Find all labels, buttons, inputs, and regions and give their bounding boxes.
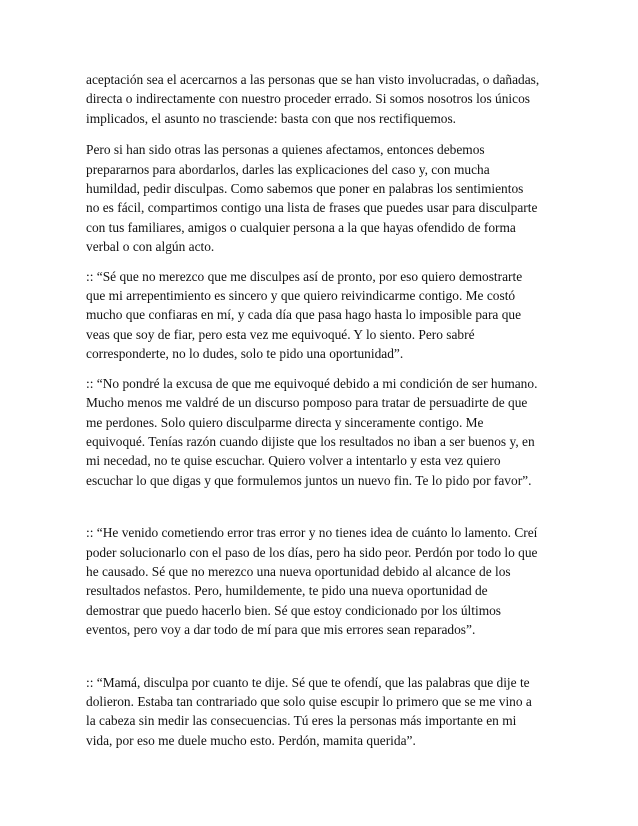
text-line: la cabeza sin medir las consecuencias. Tú eres la personas más importante en mi	[86, 713, 517, 729]
text-line: dolieron. Estaba tan contrariado que solo quise escupir lo primero que se me vino a	[86, 693, 532, 709]
text-line: con tus familiares, amigos o cualquier persona a la que hayas ofendido de forma	[86, 219, 516, 235]
text-line: que mi arrepentimiento es sincero y que quiero reivindicarme contigo. Me costó	[86, 288, 516, 304]
text-line: vida, por eso me duele mucho esto. Perdón, mamita querida”.	[86, 732, 416, 748]
text-line: veas que soy de fiar, pero esta vez me equivoqué. Y lo siento. Pero sabré	[86, 326, 475, 342]
text-line: mucho que confiaras en mí, y cada día que pasa hago hasta lo imposible para que	[86, 307, 522, 323]
text-line: prepararnos para abordarlos, darles las explicaciones del caso y, con mucha	[86, 161, 490, 177]
text-line: Pero si han sido otras las personas a quienes afectamos, entonces debemos	[86, 142, 485, 158]
text-line: :: “No pondré la excusa de que me equivoqué debido a mi condición de ser humano.	[86, 375, 538, 391]
paragraph-quote-1	[86, 267, 554, 364]
text-line: demostrar que puedo hacerlo bien. Sé que estoy condicionado por los últimos	[86, 602, 502, 618]
text-line: :: “He venido cometiendo error tras error y no tienes idea de cuánto lo lamento. Creí	[86, 525, 538, 541]
text-line: aceptación sea el acercarnos a las personas que se han visto involucradas, o dañadas,	[86, 72, 540, 87]
text-line: humildad, pedir disculpas. Como sabemos que poner en palabras los sentimientos	[86, 181, 524, 197]
text-line: corresponderte, no lo dudes, solo te pido una oportunidad”.	[86, 346, 404, 362]
paragraph-intro-continuation	[86, 70, 554, 128]
text-line: Mucho menos me valdré de un discurso pomposo para tratar de persuadirte de que	[86, 395, 528, 411]
text-line: verbal o con algún acto.	[86, 239, 215, 255]
text-line: no es fácil, compartimos contigo una lista de frases que puedes usar para disculparte	[86, 200, 538, 216]
text-line: :: “Sé que no merezco que me disculpes así de pronto, por eso quiero demostrarte	[86, 268, 523, 284]
text-line: me perdones. Solo quiero disculparme directa y sinceramente contigo. Me	[86, 414, 484, 430]
text-line: poder solucionarlo con el paso de los días, pero ha sido peor. Perdón por todo lo que	[86, 544, 538, 560]
paragraph-quote-3	[86, 523, 554, 639]
text-line: directa o indirectamente con nuestro proceder errado. Si somos nosotros los únicos	[86, 91, 531, 107]
text-line: implicados, el asunto no trasciende: basta con que nos rectifiquemos.	[86, 110, 457, 126]
paragraph-quote-2	[86, 374, 554, 490]
text-line: mi necedad, no te quise escuchar. Quiero volver a intentarlo y esta vez quiero	[86, 453, 501, 469]
paragraph-explanation	[86, 140, 554, 256]
text-line: eventos, pero voy a dar todo de mí para que mis errores sean reparados”.	[86, 622, 476, 638]
text-line: he causado. Sé que no merezco una nueva oportunidad debido al alcance de los	[86, 563, 511, 579]
text-line: equivoqué. Tenías razón cuando dijiste que los resultados no iban a ser buenos y, en	[86, 433, 535, 449]
text-line: escuchar lo que digas y que formulemos juntos un nuevo fin. Te lo pido por favor”.	[86, 472, 532, 488]
text-line: resultados nefastos. Pero, humildemente, te pido una nueva oportunidad de	[86, 583, 488, 599]
document-body	[86, 70, 554, 750]
text-line: :: “Mamá, disculpa por cuanto te dije. Sé que te ofendí, que las palabras que dije te	[86, 674, 530, 690]
paragraph-quote-4	[86, 673, 554, 751]
